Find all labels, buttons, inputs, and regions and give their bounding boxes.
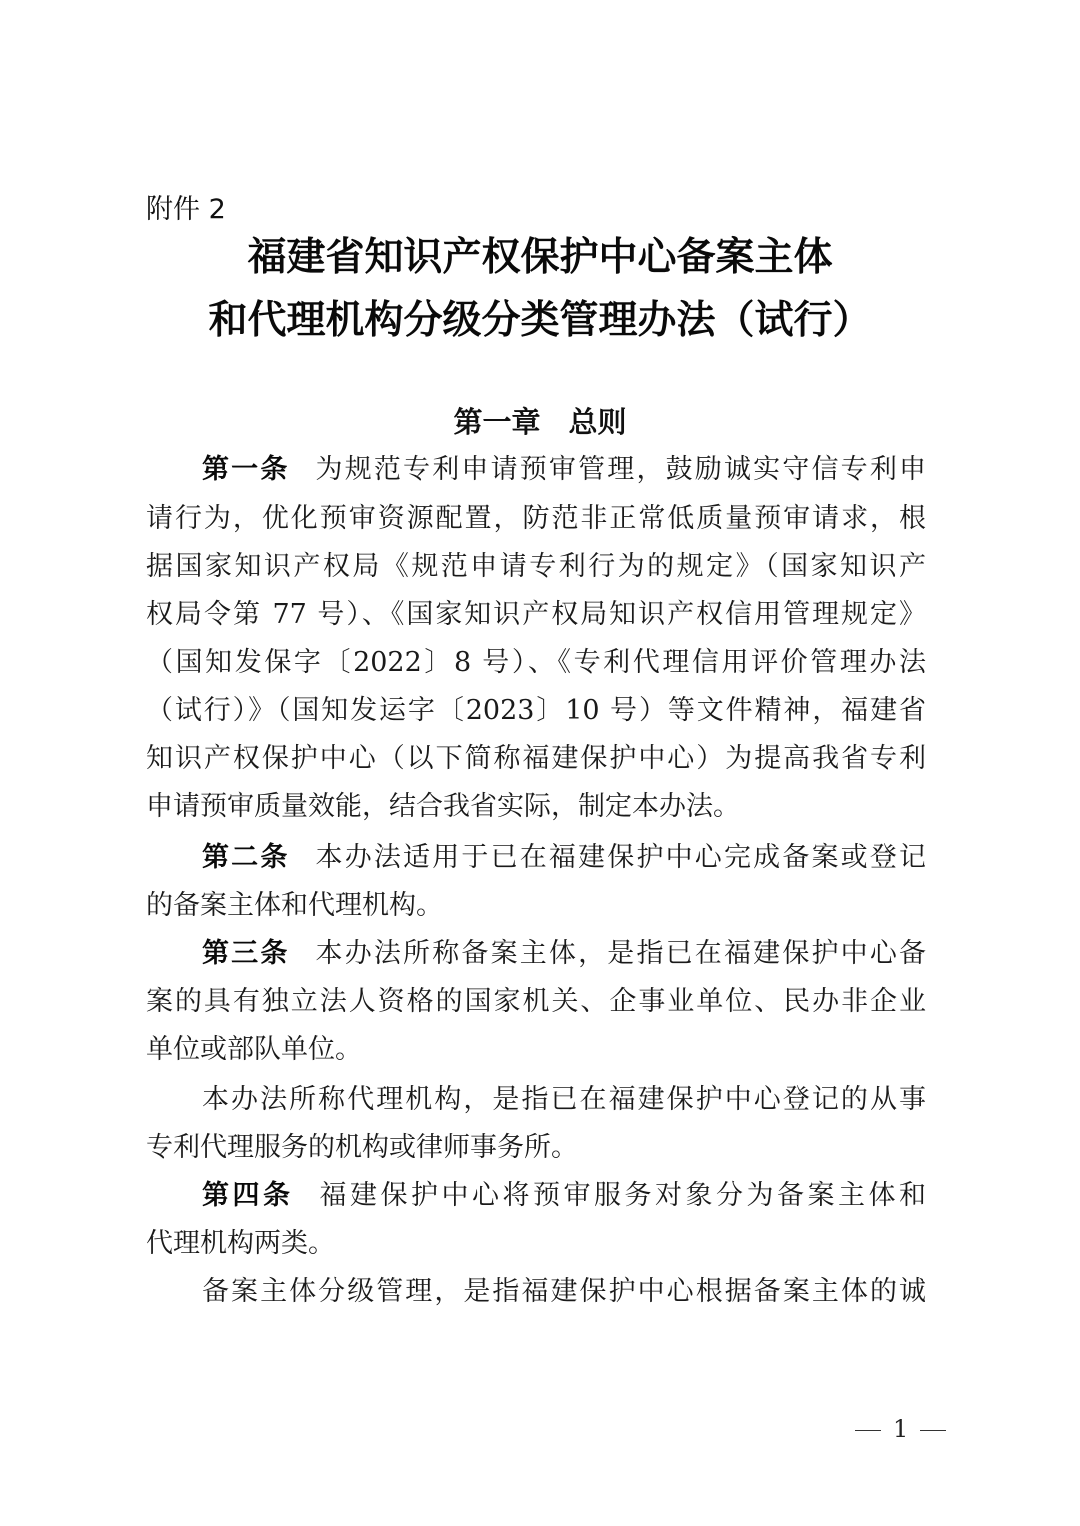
- article-1-line-6: （试行）》（国知发运字〔2023〕10 号）等文件精神，福建省: [146, 695, 926, 726]
- document-title-line-2: 和代理机构分级分类管理办法（试行）: [208, 297, 872, 343]
- article-text: 福建保护中心将预审服务对象分为备案主体和: [319, 1180, 926, 1211]
- article-1-line-7: 知识产权保护中心（以下简称福建保护中心）为提高我省专利: [146, 743, 926, 774]
- article-3-line-1: [202, 934, 926, 974]
- article-text: 为规范专利申请预审管理，鼓励诚实守信专利申: [315, 454, 927, 485]
- chapter-number: 第一章: [453, 405, 541, 439]
- article-1-line-2: 请行为，优化预审资源配置，防范非正常低质量预审请求，根: [146, 503, 926, 534]
- dash-left: [855, 1430, 881, 1432]
- document-title-line-1: 福建省知识产权保护中心备案主体: [247, 234, 833, 280]
- article-3-paragraph-2-line-1: 本办法所称代理机构，是指已在福建保护中心登记的从事: [202, 1084, 926, 1115]
- article-1-line-1: [202, 450, 926, 490]
- page-number-value: 1: [893, 1415, 909, 1443]
- article-1-line-3: 据国家知识产权局《规范申请专利行为的规定》（国家知识产: [146, 551, 926, 582]
- article-text: 本办法所称备案主体，是指已在福建保护中心备: [315, 938, 927, 969]
- dash-right: [920, 1430, 946, 1432]
- article-label: 第一条: [202, 454, 290, 485]
- article-label: 第三条: [202, 938, 290, 969]
- page-number: [855, 1414, 946, 1444]
- article-3-line-2: 案的具有独立法人资格的国家机关、企事业单位、民办非企业: [146, 986, 926, 1017]
- article-3-paragraph-2-line-2: 专利代理服务的机构或律师事务所。: [146, 1132, 578, 1163]
- attachment-label: 附件 2: [146, 194, 226, 225]
- article-label: 第二条: [202, 842, 290, 873]
- chapter-heading: [0, 402, 1080, 442]
- article-label: 第四条: [202, 1180, 294, 1211]
- article-4-line-2: 代理机构两类。: [146, 1228, 335, 1259]
- article-1-line-4: 权局令第 77 号）、《国家知识产权局知识产权信用管理规定》: [146, 599, 926, 630]
- article-text: 本办法适用于已在福建保护中心完成备案或登记: [315, 842, 927, 873]
- article-2-line-2: 的备案主体和代理机构。: [146, 890, 443, 921]
- article-3-line-3: 单位或部队单位。: [146, 1034, 362, 1065]
- article-2-line-1: [202, 838, 926, 878]
- article-4-line-1: [202, 1176, 926, 1216]
- article-1-line-8: 申请预审质量效能，结合我省实际，制定本办法。: [146, 791, 740, 822]
- article-1-line-5: （国知发保字〔2022〕8 号）、《专利代理信用评价管理办法: [146, 647, 926, 678]
- chapter-name: 总则: [568, 405, 627, 439]
- article-4-paragraph-2-line-1: 备案主体分级管理，是指福建保护中心根据备案主体的诚: [202, 1276, 926, 1307]
